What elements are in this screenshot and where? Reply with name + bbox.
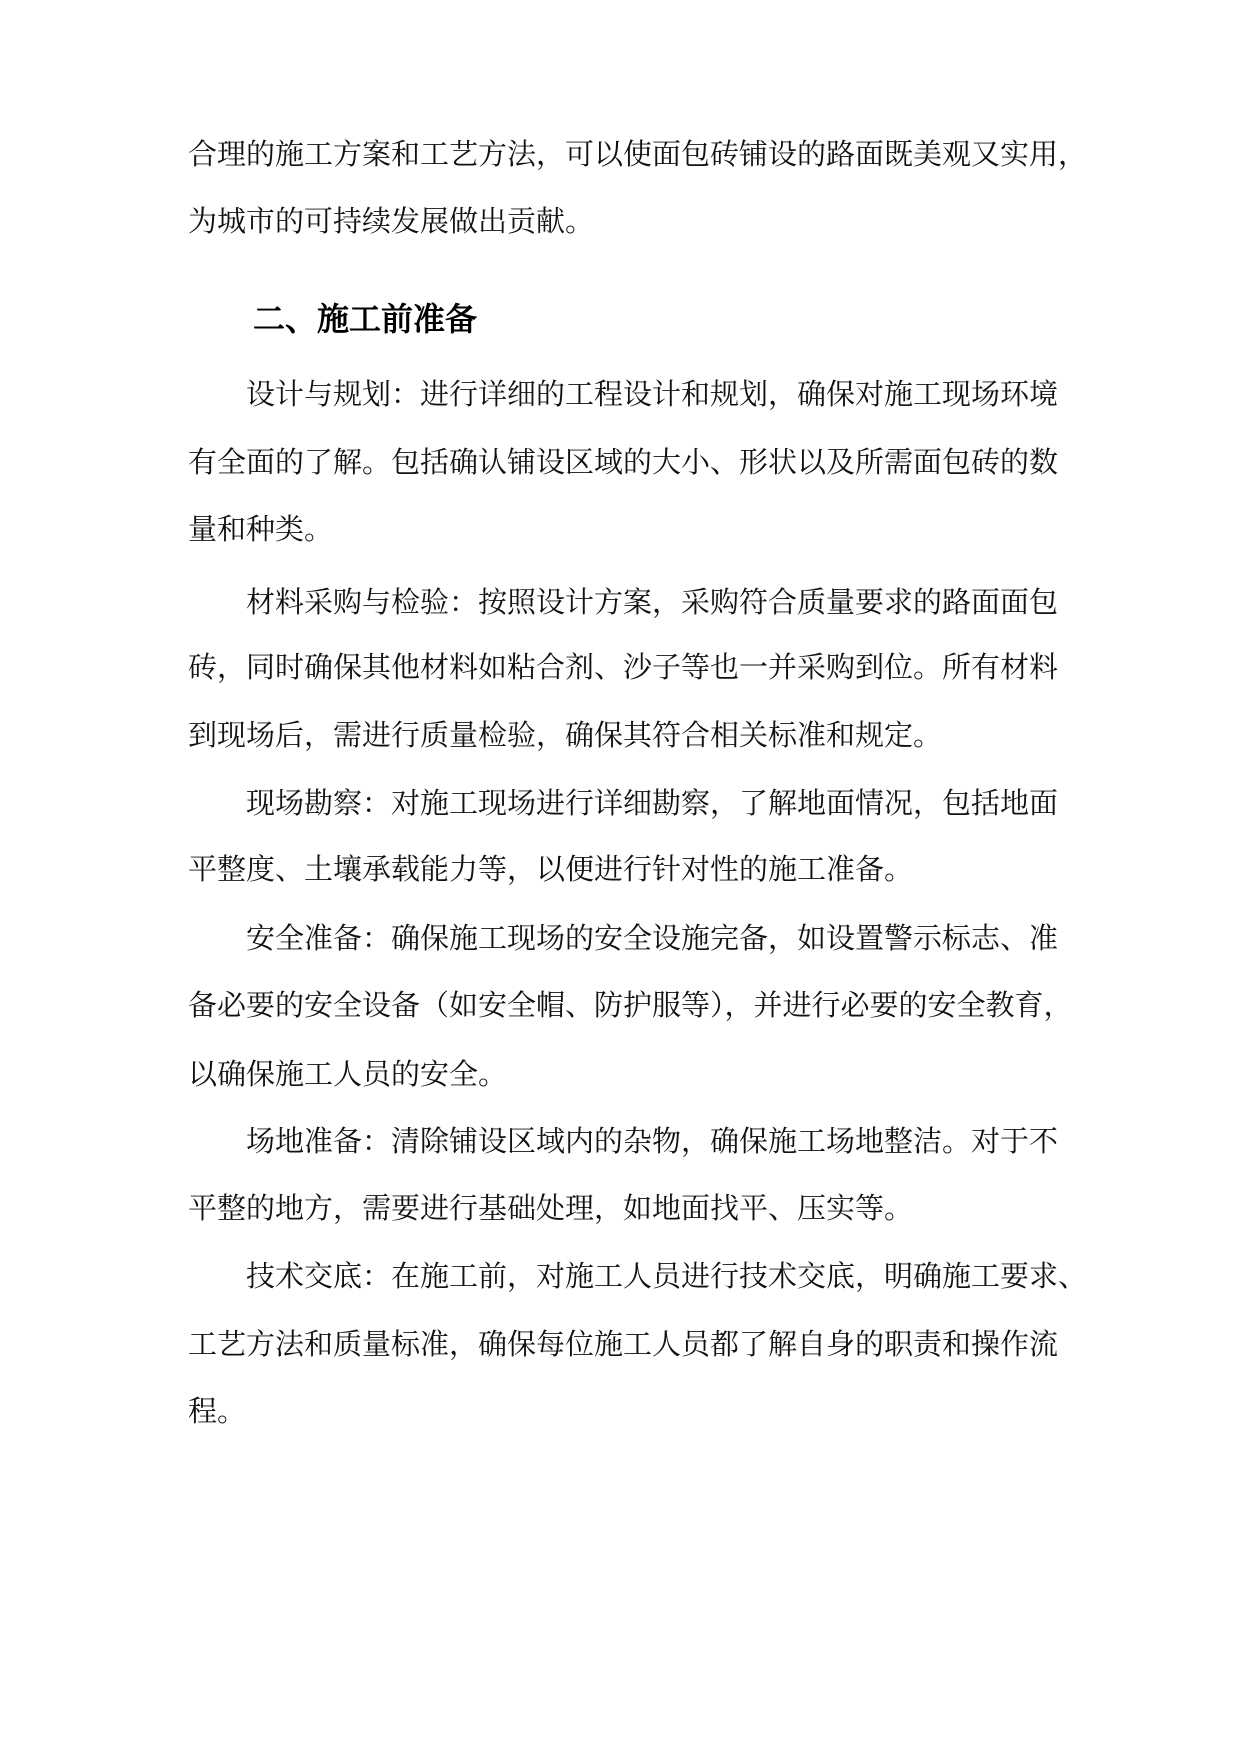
paragraph-survey-line-1: 现场勘察：对施工现场进行详细勘察，了解地面情况，包括地面 xyxy=(246,786,1059,820)
paragraph-site-line-1: 场地准备：清除铺设区域内的杂物，确保施工场地整洁。对于不 xyxy=(246,1124,1059,1158)
paragraph-design-line-2: 有全面的了解。包括确认铺设区域的大小、形状以及所需面包砖的数 xyxy=(188,445,1059,479)
paragraph-safety-line-2: 备必要的安全设备（如安全帽、防护服等），并进行必要的安全教育， xyxy=(188,988,1073,1022)
paragraph-briefing-line-1: 技术交底：在施工前，对施工人员进行技术交底，明确施工要求、 xyxy=(246,1259,1088,1293)
intro-line-1: 合理的施工方案和工艺方法，可以使面包砖铺设的路面既美观又实用， xyxy=(188,137,1088,171)
paragraph-materials-line-2: 砖，同时确保其他材料如粘合剂、沙子等也一并采购到位。所有材料 xyxy=(188,650,1059,684)
paragraph-safety-line-3: 以确保施工人员的安全。 xyxy=(188,1057,508,1091)
paragraph-safety-line-1: 安全准备：确保施工现场的安全设施完备，如设置警示标志、准 xyxy=(246,921,1059,955)
paragraph-design-line-3: 量和种类。 xyxy=(188,512,334,546)
paragraph-site-line-2: 平整的地方，需要进行基础处理，如地面找平、压实等。 xyxy=(188,1191,914,1225)
paragraph-materials-line-3: 到现场后，需进行质量检验，确保其符合相关标准和规定。 xyxy=(188,718,943,752)
paragraph-briefing-line-2: 工艺方法和质量标准，确保每位施工人员都了解自身的职责和操作流 xyxy=(188,1327,1059,1361)
paragraph-briefing-line-3: 程。 xyxy=(188,1394,247,1428)
section-heading: 二、施工前准备 xyxy=(253,300,478,338)
paragraph-survey-line-2: 平整度、土壤承载能力等，以便进行针对性的施工准备。 xyxy=(188,852,914,886)
paragraph-materials-line-1: 材料采购与检验：按照设计方案，采购符合质量要求的路面面包 xyxy=(246,585,1059,619)
intro-line-2: 为城市的可持续发展做出贡献。 xyxy=(188,204,595,238)
paragraph-design-line-1: 设计与规划：进行详细的工程设计和规划，确保对施工现场环境 xyxy=(246,377,1059,411)
